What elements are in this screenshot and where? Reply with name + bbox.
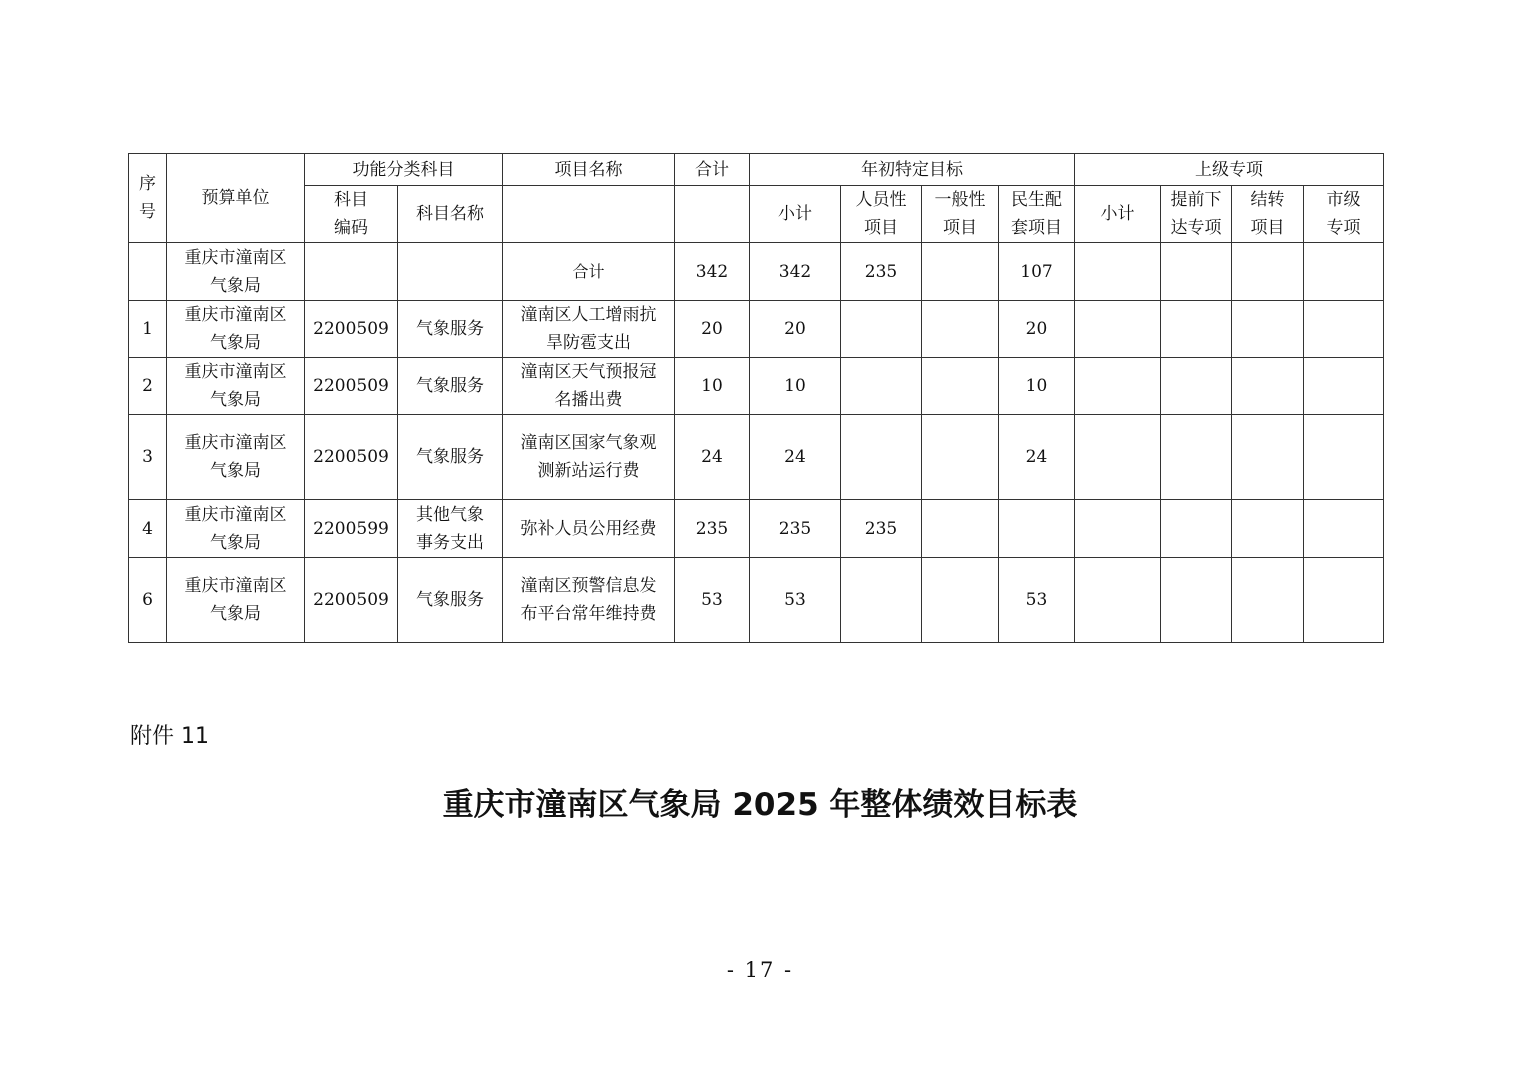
header-total-blank — [675, 186, 750, 243]
cell-personnel: 235 — [841, 243, 922, 301]
cell-upper-city — [1304, 243, 1384, 301]
table-row — [129, 301, 1384, 358]
cell-subtotal: 10 — [750, 358, 841, 415]
cell-unit: 重庆市潼南区气象局 — [167, 243, 305, 301]
header-item-name: 项目名称 — [503, 154, 675, 186]
cell-upper-city — [1304, 301, 1384, 358]
cell-unit: 重庆市潼南区气象局 — [167, 301, 305, 358]
header-unit: 预算单位 — [167, 154, 305, 243]
cell-livelihood: 107 — [999, 243, 1075, 301]
header-upper-subtotal: 小计 — [1075, 186, 1161, 243]
header-item-name-blank — [503, 186, 675, 243]
table-row — [129, 415, 1384, 500]
header-carryover: 结转项目 — [1232, 186, 1304, 243]
cell-general — [922, 358, 999, 415]
cell-total: 20 — [675, 301, 750, 358]
cell-livelihood: 20 — [999, 301, 1075, 358]
header-personnel: 人员性项目 — [841, 186, 922, 243]
page-number: - 17 - — [726, 958, 794, 982]
header-livelihood: 民生配套项目 — [999, 186, 1075, 243]
cell-upper-carryover — [1232, 415, 1304, 500]
cell-subtotal: 235 — [750, 500, 841, 558]
cell-subject: 气象服务 — [398, 301, 503, 358]
cell-upper-advance — [1161, 415, 1232, 500]
cell-item: 合计 — [503, 243, 675, 301]
cell-upper-subtotal — [1075, 500, 1161, 558]
cell-unit: 重庆市潼南区气象局 — [167, 415, 305, 500]
cell-subtotal: 53 — [750, 558, 841, 643]
cell-unit: 重庆市潼南区气象局 — [167, 358, 305, 415]
cell-subtotal: 20 — [750, 301, 841, 358]
cell-livelihood: 24 — [999, 415, 1075, 500]
cell-code: 2200509 — [305, 301, 398, 358]
header-annual-subtotal: 小计 — [750, 186, 841, 243]
cell-seq: 4 — [129, 500, 167, 558]
cell-subject: 气象服务 — [398, 558, 503, 643]
cell-upper-advance — [1161, 301, 1232, 358]
cell-unit: 重庆市潼南区气象局 — [167, 558, 305, 643]
table-row — [129, 358, 1384, 415]
cell-personnel — [841, 415, 922, 500]
header-city: 市级专项 — [1304, 186, 1384, 243]
cell-upper-advance — [1161, 558, 1232, 643]
cell-total: 10 — [675, 358, 750, 415]
cell-subject: 其他气象事务支出 — [398, 500, 503, 558]
cell-seq: 3 — [129, 415, 167, 500]
table-header-row — [129, 154, 1384, 186]
cell-item: 弥补人员公用经费 — [503, 500, 675, 558]
cell-livelihood: 10 — [999, 358, 1075, 415]
cell-upper-carryover — [1232, 500, 1304, 558]
cell-seq: 2 — [129, 358, 167, 415]
cell-upper-city — [1304, 500, 1384, 558]
header-total: 合计 — [675, 154, 750, 186]
cell-subject: 气象服务 — [398, 358, 503, 415]
header-annual-group: 年初特定目标 — [750, 154, 1075, 186]
cell-general — [922, 558, 999, 643]
cell-upper-subtotal — [1075, 558, 1161, 643]
cell-personnel — [841, 301, 922, 358]
cell-upper-carryover — [1232, 301, 1304, 358]
table-row — [129, 558, 1384, 643]
header-subject-name: 科目名称 — [398, 186, 503, 243]
cell-livelihood: 53 — [999, 558, 1075, 643]
cell-upper-advance — [1161, 500, 1232, 558]
cell-upper-city — [1304, 358, 1384, 415]
header-general: 一般性项目 — [922, 186, 999, 243]
cell-seq: 6 — [129, 558, 167, 643]
cell-total: 24 — [675, 415, 750, 500]
document-title: 重庆市潼南区气象局 2025 年整体绩效目标表 — [442, 787, 1078, 823]
cell-code: 2200599 — [305, 500, 398, 558]
header-advance: 提前下达专项 — [1161, 186, 1232, 243]
cell-upper-city — [1304, 415, 1384, 500]
cell-total: 53 — [675, 558, 750, 643]
cell-personnel — [841, 558, 922, 643]
table-row — [129, 243, 1384, 301]
cell-upper-advance — [1161, 243, 1232, 301]
cell-upper-subtotal — [1075, 358, 1161, 415]
cell-total: 235 — [675, 500, 750, 558]
header-seq: 序号 — [129, 154, 167, 243]
cell-seq — [129, 243, 167, 301]
header-upper-group: 上级专项 — [1075, 154, 1384, 186]
cell-subject: 气象服务 — [398, 415, 503, 500]
cell-code — [305, 243, 398, 301]
cell-item: 潼南区天气预报冠名播出费 — [503, 358, 675, 415]
cell-item: 潼南区人工增雨抗旱防雹支出 — [503, 301, 675, 358]
cell-upper-carryover — [1232, 243, 1304, 301]
cell-item: 潼南区预警信息发布平台常年维持费 — [503, 558, 675, 643]
cell-subtotal: 342 — [750, 243, 841, 301]
cell-general — [922, 301, 999, 358]
cell-subject — [398, 243, 503, 301]
cell-subtotal: 24 — [750, 415, 841, 500]
cell-upper-city — [1304, 558, 1384, 643]
cell-personnel: 235 — [841, 500, 922, 558]
cell-upper-subtotal — [1075, 243, 1161, 301]
cell-upper-subtotal — [1075, 415, 1161, 500]
header-subject-code: 科目编码 — [305, 186, 398, 243]
cell-upper-carryover — [1232, 358, 1304, 415]
cell-upper-carryover — [1232, 558, 1304, 643]
table-subheader-row — [129, 186, 1384, 243]
cell-seq: 1 — [129, 301, 167, 358]
cell-general — [922, 243, 999, 301]
cell-livelihood — [999, 500, 1075, 558]
cell-code: 2200509 — [305, 358, 398, 415]
cell-upper-subtotal — [1075, 301, 1161, 358]
cell-personnel — [841, 358, 922, 415]
cell-code: 2200509 — [305, 558, 398, 643]
cell-upper-advance — [1161, 358, 1232, 415]
cell-item: 潼南区国家气象观测新站运行费 — [503, 415, 675, 500]
header-function-group: 功能分类科目 — [305, 154, 503, 186]
cell-unit: 重庆市潼南区气象局 — [167, 500, 305, 558]
cell-general — [922, 415, 999, 500]
budget-table — [128, 153, 1384, 643]
cell-total: 342 — [675, 243, 750, 301]
attachment-label: 附件 11 — [130, 724, 209, 749]
table-row — [129, 500, 1384, 558]
cell-code: 2200509 — [305, 415, 398, 500]
cell-general — [922, 500, 999, 558]
